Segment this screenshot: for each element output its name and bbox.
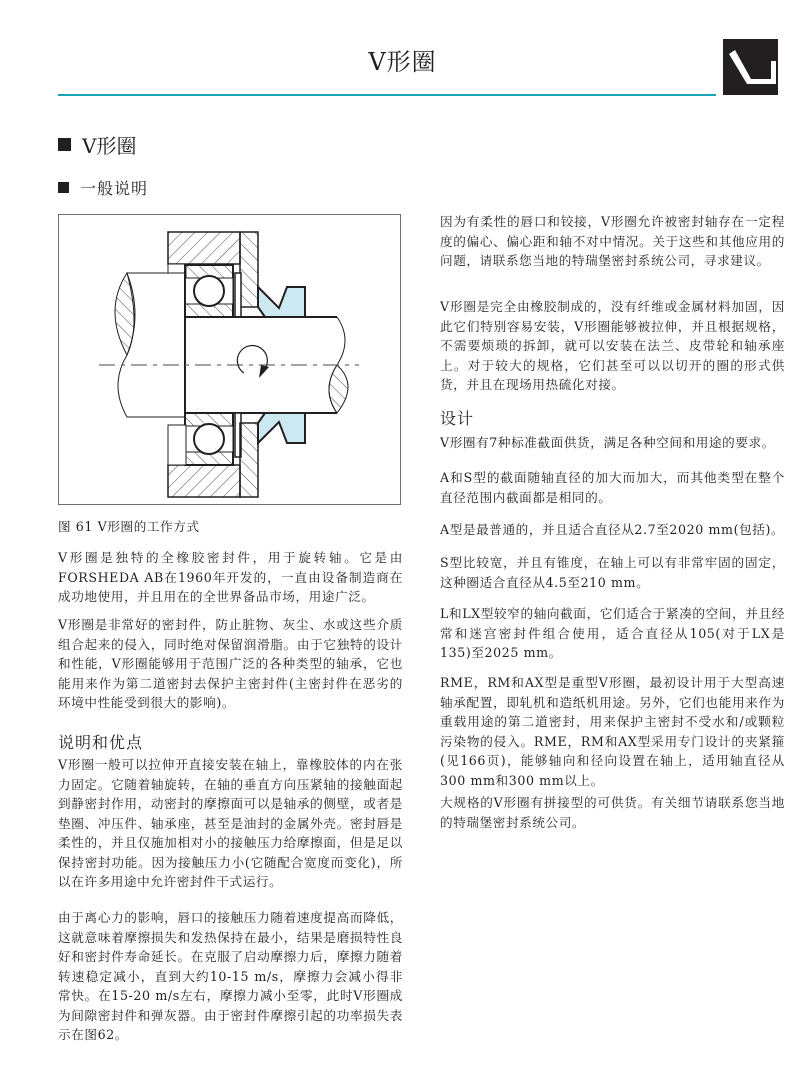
design-paragraph-large-sizes: 大规格的V形圈有拼接型的可供货。有关细节请联系您当地的特瑞堡密封系统公司。 <box>440 795 785 830</box>
design-paragraph-a-type: A型是最普通的，并且适合直径从2.7至2020 mm(包括)。 <box>440 522 785 537</box>
design-paragraph-l-lx-type: L和LX型较窄的轴向截面，它们适合于紧凑的空间，并且经常和迷宫密封件组合使用，适合直径从105(对于LX是135)至2025 mm。 <box>440 606 785 660</box>
material-paragraph: V形圈是完全由橡胶制成的，没有纤维或金属材料加固，因此它们特别容易安装，V形圈能够被拉伸，并且根据规格，不需要烦琐的拆卸，就可以安装在法兰、皮带轮和轴承座上。对于较大的规格，它们甚至可以以切开的圈的形式供货，并且在现场用热硫化对接。 <box>440 299 785 392</box>
v-ring-profile-logo-icon <box>723 39 778 95</box>
section-heading <box>58 130 136 159</box>
bullet-square-icon <box>58 138 71 151</box>
bullet-square-icon <box>58 182 69 193</box>
advantages-heading: 说明和优点 <box>58 733 144 752</box>
subsection-heading-text: 一般说明 <box>80 179 149 198</box>
bearing-seal-cross-section-diagram <box>59 215 400 504</box>
design-paragraph-rme-rm-ax-type: RME，RM和AX型是重型V形圈，最初设计用于大型高速轴承配置，即轧机和造纸机用途。另外，它们也能用来作为重载用途的第二道密封，用来保护主密封不受水和/或颗粒污染物的侵入。RME，RM和AX型采用专门设计的夹紧箍(见166页)，能够轴向和径向设置在轴上，适用轴直径从300 mm和300 mm以上。 <box>440 675 785 788</box>
intro-paragraph-1: V形圈是独特的全橡胶密封件，用于旋转轴。它是由FORSHEDA AB在1960年开发的，一直由设备制造商在成功地使用，并且用在的全世界备品市场，用途广泛。 <box>58 550 403 604</box>
design-heading: 设计 <box>440 409 475 428</box>
flexibility-paragraph: 因为有柔性的唇口和铰接，V形圈允许被密封轴存在一定程度的偏心、偏心距和轴不对中情况。关于这些和其他应用的问题，请联系您当地的特瑞堡密封系统公司，寻求建议。 <box>440 214 785 268</box>
section-heading-text: V形圈 <box>82 134 137 158</box>
figure-caption: 图 61 V形圈的工作方式 <box>58 519 200 534</box>
figure-v-ring-diagram <box>58 214 401 505</box>
design-paragraph-1: V形圈有7种标准截面供货，满足各种空间和用途的要求。 <box>440 435 775 450</box>
title-divider <box>58 94 716 96</box>
advantages-paragraph-2: 由于离心力的影响，唇口的接触压力随着速度提高而降低，这就意味着摩擦损失和发热保持在最小，结果是磨损特性良好和密封件寿命延长。在克服了启动摩擦力后，摩擦力随着转速稳定减小，直到大约10-15 m/s，摩擦力会减小得非常快。在15-20 m/s左右，摩擦力减小至零，此时V形圈成为间隙密封件和弹灰器。由于密封件摩擦引起的功率损失表示在图62。 <box>58 910 403 1042</box>
intro-paragraph-2: V形圈是非常好的密封件，防止脏物、灰尘、水或这些介质组合起来的侵入，同时绝对保留润滑脂。由于它独特的设计和性能，V形圈能够用于范围广泛的各种类型的轴承，它也能用来作为第二道密封去保护主密封件(主密封件在恶劣的环境中性能受到很大的影响)。 <box>58 617 403 710</box>
design-paragraph-2: A和S型的截面随轴直径的加大而加大，而其他类型在整个直径范围内截面都是相同的。 <box>440 470 785 505</box>
advantages-paragraph-1: V形圈一般可以拉伸开直接安装在轴上，靠橡胶体的内在张力固定。它随着轴旋转，在轴的垂直方向压紧轴的接触面起到静密封作用，动密封的摩擦面可以是轴承的侧壁，或者是垫圈、冲压件、轴承座，甚至是油封的金属外壳。密封唇是柔性的，并且仅施加相对小的接触压力给摩擦面，但是足以保持密封功能。因为接触压力小(它随配合宽度而变化)，所以在许多用途中允许密封件干式运行。 <box>58 757 403 889</box>
page-title: V形圈 <box>368 48 437 76</box>
design-paragraph-s-type: S型比较宽，并且有锥度，在轴上可以有非常牢固的固定，这种圈适合直径从4.5至210 mm。 <box>440 555 785 590</box>
subsection-heading <box>58 176 148 199</box>
